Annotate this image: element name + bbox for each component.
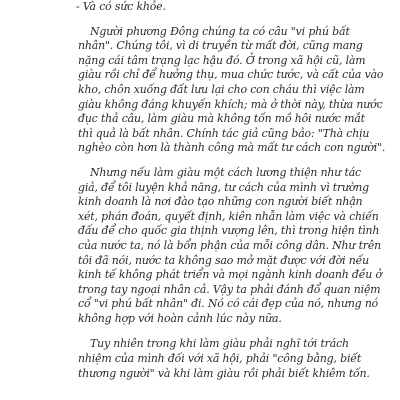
text-line: nặng cái tâm trạng lạc hậu đó. Ở trong xã hội cũ, làm [78,53,366,67]
text-line: nhân". Chúng tôi, vì di truyền từ mất đời, cũng mang [78,39,363,53]
text-line: cổ "vi phú bất nhân" đi. Nó có cái đẹp của nó, nhưng nó [78,297,379,311]
top-line: - Và có sức khỏe. [76,0,166,13]
text-line: kho, chôn xuống đất lưu lại cho con cháu thì việc làm [78,82,365,96]
text-line: giàu rồi chỉ để hưởng thụ, mua chức tước, và cất của vào [78,68,384,82]
text-line: nghèo còn hơn là thành công mà mất tư cách con người". [78,141,386,155]
text-line: tôi đã nói, nước ta không sao mở mặt được với đời nếu [78,253,369,267]
text-line: đấu để cho quốc gia thịnh vượng lên, thì trong hiện tình [78,224,380,238]
paragraph-1 [66,24,386,156]
text-line: xét, phán đoán, quyết định, kiên nhẫn làm việc và chiến [78,209,379,223]
text-line: không hợp với hoàn cảnh lúc này nữa. [78,311,282,325]
text-line: Nhưng nếu làm giàu một cách lương thiện như tác [90,165,361,179]
text-line: thì quả là bất nhân. Chính tác giả cũng bảo: "Thà chịu [78,126,370,140]
text-line: của nước ta, nó là bổn phận của mỗi công dân. Như trên [78,238,382,252]
text-line: giàu không đáng khuyến khích; mà ở thời này, thừa nước [78,97,383,111]
paragraph-3 [66,337,370,381]
text-line: đục thả câu, làm giàu mà không tốn mồ hôi nước mắt [78,112,365,126]
text-line: thương người" và khi làm giàu rồi phải biết khiêm tốn. [78,366,370,380]
text-line: nhiệm của mình đối với xã hội, phải "công bằng, biết [78,352,362,366]
paragraph-2 [66,165,382,327]
text-line: kinh tế không phát triển và mọi ngành kinh doanh đều ở [78,268,382,282]
text-line: giả, để tôi luyện khả năng, tư cách của mình vì trường [78,180,369,194]
text-line: trong tay ngoại nhân cả. Vậy ta phải đánh đổ quan niệm [78,282,381,296]
text-line: kinh doanh là nơi đào tạo những con người biết nhận [78,195,363,209]
text-line: Tuy nhiên trong khi làm giàu phải nghĩ tới trách [90,337,349,351]
text-line: Người phương Đông chúng ta có câu "vi phú bất [90,24,350,38]
